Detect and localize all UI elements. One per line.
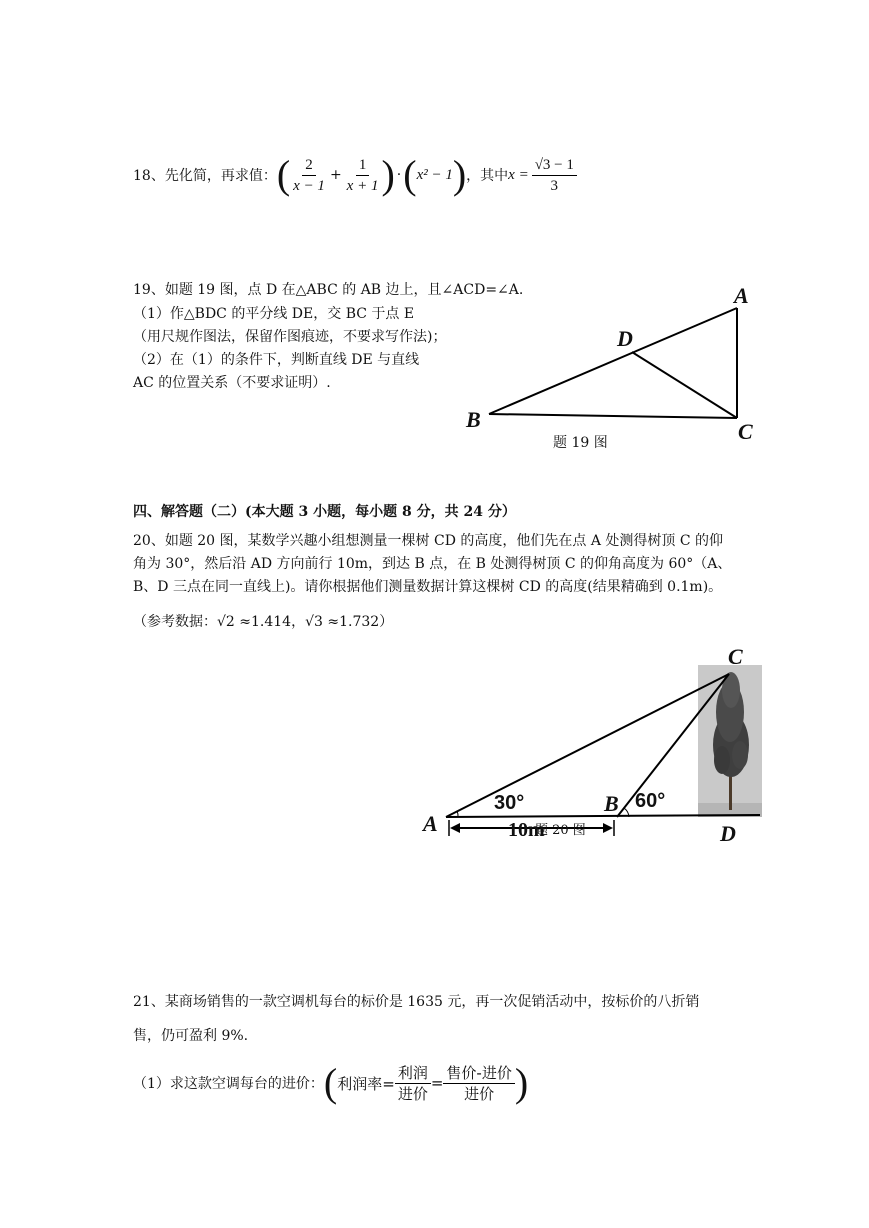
- q18-frac2-num: 1: [356, 155, 370, 176]
- fig20-angle-a: 30°: [494, 792, 525, 814]
- fig20-label-b: B: [604, 791, 619, 816]
- fig19-label-a: A: [734, 283, 749, 308]
- q20-line-1: 20、如题 20 图，某数学兴趣小组想测量一棵树 CD 的高度，他们先在点 A 处测得树顶 C 的仰: [133, 533, 723, 549]
- q21-open-paren: (: [323, 1060, 338, 1105]
- q18-where: ，其中: [466, 168, 509, 184]
- q21-eq: =: [430, 1074, 444, 1092]
- q21-fraction-2: [443, 1063, 514, 1104]
- fig19-label-c: C: [738, 419, 753, 444]
- q19-line-3: （用尺规作图法，保留作图痕迹，不要求写作法)；: [133, 329, 447, 345]
- q18-xval-den: 3: [550, 177, 559, 194]
- q20-reference: （参考数据：√2 ≈1.414，√3 ≈1.732）: [133, 614, 394, 630]
- q21-lhs: 利润率=: [337, 1074, 395, 1093]
- fig20-label-d: D: [720, 821, 736, 846]
- q20-line-3: B、D 三点在同一直线上)。请你根据他们测量数据计算这棵树 CD 的高度(结果精确到 0.1m)。: [133, 579, 723, 595]
- q18-open-paren: (: [276, 152, 291, 197]
- q18-factor: x² − 1: [416, 166, 453, 183]
- q18-close-paren-2: ): [452, 152, 467, 197]
- arrow-right-icon: [603, 823, 613, 833]
- q21-line-2: 售，仍可盈利 9%.: [133, 1028, 249, 1044]
- q19-line-5: AC 的位置关系（不要求证明）.: [133, 375, 331, 391]
- q18-frac2-den: x + 1: [346, 177, 379, 194]
- fig20-label-c: C: [728, 644, 743, 669]
- q18-xval-num: √3 − 1: [532, 155, 577, 176]
- q19-line-2: （1）作△BDC 的平分线 DE，交 BC 于点 E: [133, 306, 415, 322]
- q20-line-2: 角为 30°，然后沿 AD 方向前行 10m，到达 B 点，在 B 处测得树顶 C 的仰角高度为 60°（A、: [133, 556, 732, 572]
- q18-x-eq: x =: [508, 166, 529, 183]
- fig20-caption: 题 20 图: [535, 823, 586, 838]
- q18-frac1-num: 2: [302, 155, 316, 176]
- q18-times: ·: [396, 167, 402, 183]
- q18-close-paren: ): [381, 152, 395, 197]
- q21-close-paren: ): [514, 1060, 529, 1105]
- q18-plus: +: [329, 167, 342, 183]
- q19-line-4: （2）在（1）的条件下，判断直线 DE 与直线: [133, 352, 420, 368]
- q19-line-1: 19、如题 19 图，点 D 在△ABC 的 AB 边上，且∠ACD=∠A.: [133, 282, 524, 298]
- segment-ac: [446, 674, 729, 817]
- q21-part-1: [133, 1058, 528, 1108]
- q21-line-1: 21、某商场销售的一款空调机每台的标价是 1635 元，再一次促销活动中，按标价的八折销: [133, 994, 700, 1010]
- q18-prefix: 18、先化简，再求值：: [133, 168, 277, 184]
- q21-part1-prefix: （1）求这款空调每台的进价：: [133, 1076, 324, 1092]
- q21-f2-den: 进价: [464, 1084, 495, 1103]
- arrow-left-icon: [450, 823, 460, 833]
- q21-f1-num: 利润: [395, 1063, 431, 1084]
- fig20-angle-b: 60°: [635, 790, 666, 812]
- q21-fraction-1: [395, 1063, 431, 1104]
- fig19-caption: 题 19 图: [553, 435, 608, 451]
- q18-open-paren-2: (: [403, 152, 417, 197]
- q18-frac1-den: x − 1: [293, 177, 325, 194]
- q21-f1-den: 进价: [397, 1084, 428, 1103]
- section-4-heading: 四、解答题（二）(本大题 3 小题，每小题 8 分，共 24 分）: [133, 504, 516, 520]
- fig19-label-b: B: [466, 407, 481, 432]
- fig19-label-d: D: [617, 326, 633, 351]
- fig20-label-a: A: [423, 811, 438, 836]
- fig20-distance: 10m: [508, 819, 545, 841]
- q21-f2-num: 售价-进价: [443, 1063, 514, 1084]
